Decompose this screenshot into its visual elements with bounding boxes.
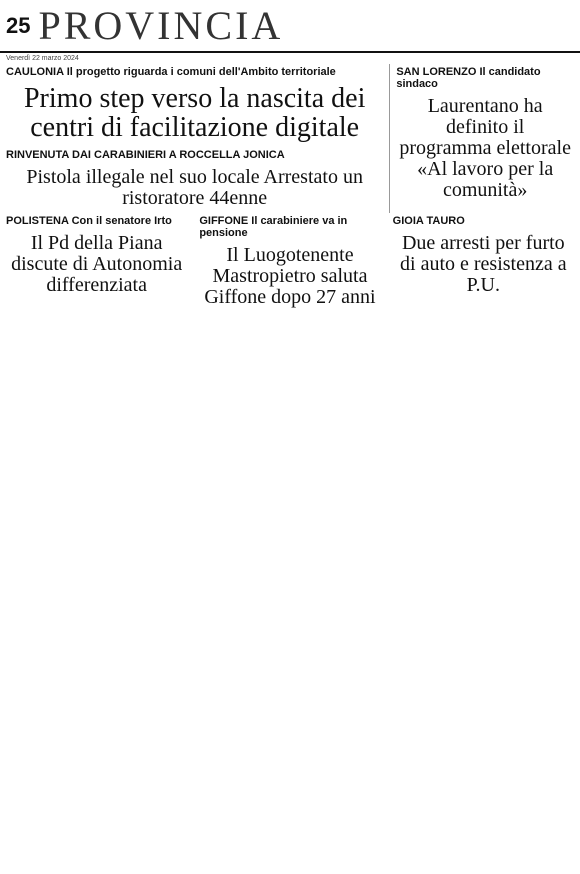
story-headline: Il Luogotenente Mastropietro saluta Giffone dopo 27 anni bbox=[204, 243, 376, 308]
page-number: 25 bbox=[6, 12, 31, 38]
story-headline: Due arresti per furto di auto e resistenza a P.U. bbox=[400, 231, 567, 296]
lead-headline: Primo step verso la nascita dei centri di facilitazione digitale bbox=[23, 83, 366, 144]
date-line: Venerdì 22 marzo 2024 bbox=[6, 55, 79, 62]
section-title: PROVINCIA bbox=[38, 3, 284, 48]
mid-kicker: RINVENUTA DAI CARABINIERI A ROCCELLA JONICA bbox=[6, 148, 285, 161]
side-kicker: SAN LORENZO Il candidato sindaco bbox=[396, 66, 541, 90]
story-kicker: GIFFONE Il carabiniere va in pensione bbox=[199, 214, 348, 239]
lead-kicker: CAULONIA Il progetto riguarda i comuni dell'Ambito territoriale bbox=[6, 66, 336, 78]
bottom-stories bbox=[0, 213, 580, 312]
story-headline: Il Pd della Piana discute di Autonomia differenziata bbox=[11, 231, 183, 296]
side-headline: Laurentano ha definito il programma elettorale «Al lavoro per la comunità» bbox=[399, 95, 571, 201]
masthead bbox=[0, 0, 580, 53]
story-kicker: GIOIA TAURO bbox=[392, 214, 465, 227]
story-kicker: POLISTENA Con il senatore Irto bbox=[6, 214, 172, 227]
mid-headline: Pistola illegale nel suo locale Arrestato un ristoratore 44enne bbox=[26, 165, 363, 209]
